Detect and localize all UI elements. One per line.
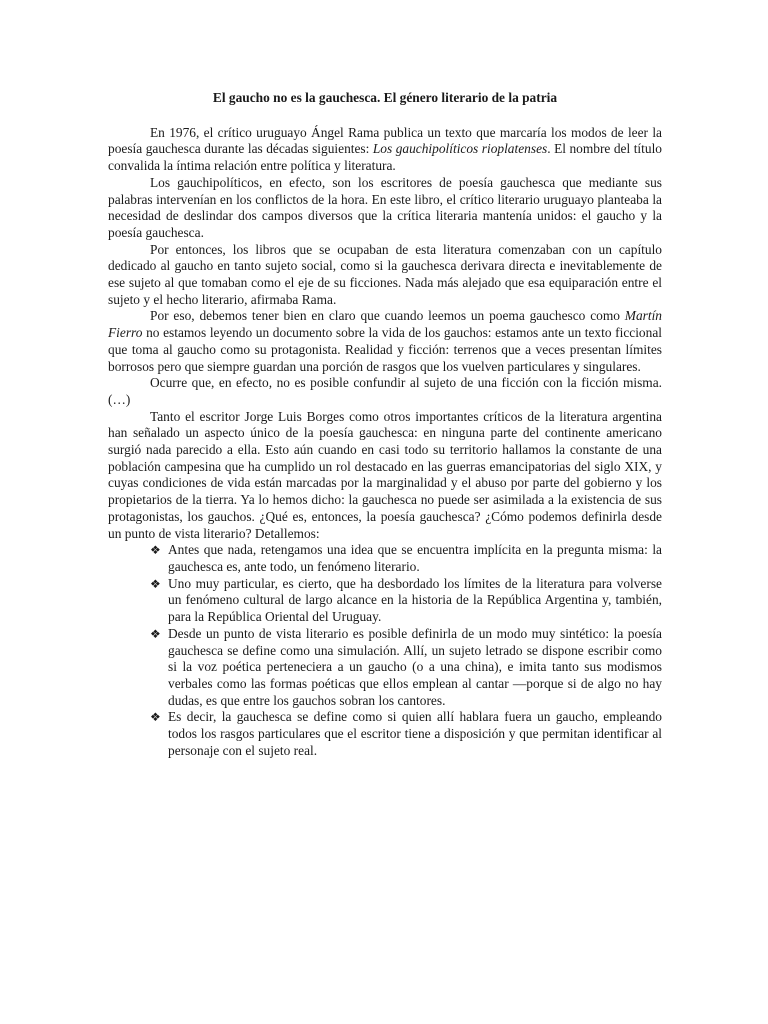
list-item-text: Es decir, la gauchesca se define como si quien allí hablara fuera un gaucho, empleando todos los rasgos particulares que el escritor tiene a disposición y que permitan identificar al personaje con el sujeto real. <box>168 709 662 758</box>
paragraph-text: no estamos leyendo un documento sobre la vida de los gauchos: estamos ante un texto ficcional que toma al gaucho como su protagonista. Realidad y ficción: terrenos que a veces presentan límites borrosos pero que siempre guardan una porción de rasgos que los vuelven particulares y singulares. <box>108 325 662 374</box>
list-item-text: Desde un punto de vista literario es posible definirla de un modo muy sintético: la poesía gauchesca se define como una simulación. Allí, un sujeto letrado se dispone escribir como si la voz poética perteneciera a un gaucho (o a una china), e imita tanto sus modismos verbales como las formas poéticas que ellos emplean al cantar —porque si de algo no hay dudas, es que entre los gauchos sobran los cantores. <box>168 625 662 708</box>
paragraph-text: Ocurre que, en efecto, no es posible confundir al sujeto de una ficción con la ficción misma. (…) <box>108 375 662 407</box>
paragraph <box>108 308 662 375</box>
list-item-text: Antes que nada, retengamos una idea que se encuentra implícita en la pregunta misma: la gauchesca es, ante todo, un fenómeno literario. <box>168 542 662 574</box>
book-title-emphasis: Los gauchipolíticos rioplatenses <box>372 141 548 157</box>
list-item <box>150 542 662 575</box>
paragraph <box>108 125 662 175</box>
list-item-text: Uno muy particular, es cierto, que ha desbordado los límites de la literatura para volverse un fenómeno cultural de largo alcance en la historia de la República Argentina y, también, para la República Oriental del Uruguay. <box>168 575 662 625</box>
list-item <box>150 709 662 759</box>
list-item <box>150 576 662 626</box>
paragraph-text: Por entonces, los libros que se ocupaban de esta literatura comenzaban con un capítulo dedicado al gaucho en tanto sujeto social, como si la gauchesca derivara directa e inevitablemente de ese sujeto al que tomaban como el eje de su ficciones. Nada más alejado que esa equiparación entre el sujeto y el hecho literario, afirmaba Rama. <box>108 241 662 307</box>
paragraph-text: Tanto el escritor Jorge Luis Borges como otros importantes críticos de la literatura argentina han señalado un aspecto único de la poesía gauchesca: en ninguna parte del continente americano surgió nada parecido a ella. Esto aún cuando en casi todo su territorio hallamos la constante de una población campesina que ha cumplido un rol destacado en las guerras emancipatorias del siglo XIX, y cuyas condiciones de vida están marcadas por la marginalidad y el abuso por parte del gobierno y los propietarios de la tierra. Ya lo hemos dicho: la gauchesca no puede ser asimilada a la existencia de sus protagonistas, los gauchos. ¿Qué es, entonces, la poesía gauchesca? ¿Cómo podemos definirla desde un punto de vista literario? Detallemos: <box>108 408 662 541</box>
paragraph <box>108 242 662 309</box>
paragraph <box>108 175 662 242</box>
paragraph-text: Por eso, debemos tener bien en claro que cuando leemos un poema gauchesco como <box>150 308 625 324</box>
diamond-bullet-icon: ❖ <box>150 626 161 641</box>
diamond-bullet-icon: ❖ <box>150 710 161 725</box>
book-title-emphasis: Martín Fierro <box>108 308 662 341</box>
diamond-bullet-icon: ❖ <box>150 543 161 558</box>
document-title: El gaucho no es la gauchesca. El género literario de la patria <box>212 90 558 105</box>
document-page <box>108 90 662 759</box>
paragraph-text: Los gauchipolíticos, en efecto, son los escritores de poesía gauchesca que mediante sus palabras intervenían en los conflictos de la hora. En este libro, el crítico literario uruguayo planteaba la necesidad de deslindar dos campos diversos que la crítica literaria mantenía unidos: el gaucho y la poesía gauchesca. <box>108 174 662 240</box>
list-item <box>150 626 662 710</box>
bullet-list <box>108 542 662 759</box>
paragraph-text: En 1976, el crítico uruguayo Ángel Rama publica un texto que marcaría los modos de leer la poesía gauchesca durante las décadas siguientes: <box>108 124 662 157</box>
diamond-bullet-icon: ❖ <box>150 576 161 591</box>
paragraph-text: . El nombre del título convalida la íntima relación entre política y literatura. <box>108 141 662 174</box>
paragraph <box>108 409 662 543</box>
paragraph <box>108 375 662 408</box>
